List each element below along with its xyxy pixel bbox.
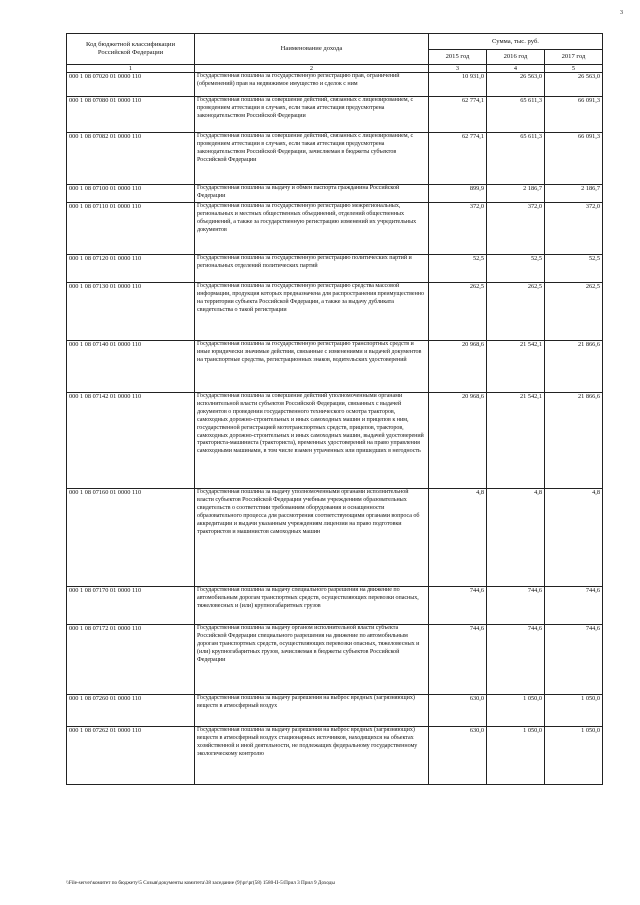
- table-row: [67, 133, 603, 185]
- row-value-2016: 744,6: [487, 587, 545, 625]
- header-sum: Сумма, тыс. руб.: [429, 34, 603, 50]
- row-value-2015: 62 774,1: [429, 97, 487, 133]
- row-value-2015: 4,8: [429, 489, 487, 587]
- row-code: 000 1 08 07140 01 0000 110: [67, 341, 195, 393]
- row-value-2015: 262,5: [429, 283, 487, 341]
- header-year-2017: 2017 год: [545, 50, 603, 65]
- table-row: [67, 727, 603, 785]
- table-row: [67, 97, 603, 133]
- row-value-2016: 2 186,7: [487, 185, 545, 203]
- table-row: [67, 489, 603, 587]
- row-value-2016: 1 050,0: [487, 727, 545, 785]
- row-value-2017: 262,5: [545, 283, 603, 341]
- row-value-2016: 262,5: [487, 283, 545, 341]
- row-name: Государственная пошлина за выдачу разрешения на выброс вредных (загрязняющих) веществ в атмосферный воздух стационарных источников, находящихся на объектах хозяйственной и иной деятельности, не подлежащих федеральному государственному экологическому контролю: [195, 727, 429, 785]
- row-value-2017: 744,6: [545, 625, 603, 695]
- row-code: 000 1 08 07082 01 0000 110: [67, 133, 195, 185]
- col-number-2: 2: [195, 65, 429, 73]
- header-code: Код бюджетной классификации Российской Федерации: [67, 34, 195, 65]
- table-row: [67, 393, 603, 489]
- row-name: Государственная пошлина за государственную регистрацию прав, ограничений (обременений) прав на недвижимое имущество и сделок с ним: [195, 73, 429, 97]
- row-value-2017: 1 050,0: [545, 727, 603, 785]
- row-name: Государственная пошлина за государственную регистрацию средства массовой информации, продукция которых предназначена для распространения преимущественно на территории субъекта Российской Федерации, а также за выдачу дубликата свидетельства о такой регистрации: [195, 283, 429, 341]
- table-row: [67, 587, 603, 625]
- col-number-5: 5: [545, 65, 603, 73]
- row-name: Государственная пошлина за государственную регистрацию политических партий и региональных отделений политических партий: [195, 255, 429, 283]
- row-name: Государственная пошлина за совершение действий, связанных с лицензированием, с проведением аттестации в случаях, если такая аттестация предусмотрена законодательством Российской Федерации, зачисляемая в бюджеты субъектов Российской Федерации: [195, 133, 429, 185]
- row-value-2015: 20 968,6: [429, 393, 487, 489]
- row-value-2015: 744,6: [429, 587, 487, 625]
- row-value-2017: 372,0: [545, 203, 603, 255]
- row-value-2017: 21 866,6: [545, 393, 603, 489]
- table-row: [67, 695, 603, 727]
- row-name: Государственная пошлина за государственную регистрацию межрегиональных, региональных и местных общественных объединений, отделений общественных объединений, а также за государственную регистрацию изменений их учредительных документов: [195, 203, 429, 255]
- row-value-2015: 62 774,1: [429, 133, 487, 185]
- row-value-2016: 372,0: [487, 203, 545, 255]
- row-value-2016: 21 542,1: [487, 341, 545, 393]
- row-value-2015: 372,0: [429, 203, 487, 255]
- footer-file-path: \\File-server\комитет по бюджету\5 Созыв\документы комитета\38 заседание (9)\pr\pr(58) 1580-II-5\Прил 3 Прил 9 Доходы: [66, 880, 335, 886]
- table-row: [67, 341, 603, 393]
- row-name: Государственная пошлина за государственную регистрацию транспортных средств и иные юридически значимые действия, связанные с изменениями и выдачей документов на транспортные средства, регистрационных знаков, водительских удостоверений: [195, 341, 429, 393]
- row-code: 000 1 08 07100 01 0000 110: [67, 185, 195, 203]
- row-value-2015: 630,0: [429, 695, 487, 727]
- row-name: Государственная пошлина за совершение действий уполномоченными органами исполнительной власти субъектов Российской Федерации, связанных с выдачей документов о проведении государственного технического осмотра тракторов, самоходных дорожно-строительных и иных самоходных машин и прицепов к ним, государственной регистрацией мототранспортных средств, прицепов, тракторов, самоходных дорожно-строительных и иных самоходных машин, выдачей удостоверений тракториста-машиниста (тракториста), временных удостоверений на право управления самоходными машинами, в том числе взамен утраченных или пришедших в негодность: [195, 393, 429, 489]
- row-value-2017: 26 563,0: [545, 73, 603, 97]
- table-row: [67, 73, 603, 97]
- table-row: [67, 203, 603, 255]
- row-code: 000 1 08 07120 01 0000 110: [67, 255, 195, 283]
- row-name: Государственная пошлина за выдачу и обмен паспорта гражданина Российской Федерации: [195, 185, 429, 203]
- row-name: Государственная пошлина за выдачу разрешения на выброс вредных (загрязняющих) веществ в атмосферный воздух: [195, 695, 429, 727]
- row-value-2017: 66 091,3: [545, 97, 603, 133]
- header-year-2015: 2015 год: [429, 50, 487, 65]
- row-code: 000 1 08 07160 01 0000 110: [67, 489, 195, 587]
- row-value-2017: 1 050,0: [545, 695, 603, 727]
- row-code: 000 1 08 07170 01 0000 110: [67, 587, 195, 625]
- row-value-2016: 1 050,0: [487, 695, 545, 727]
- col-number-1: 1: [67, 65, 195, 73]
- row-value-2015: 52,5: [429, 255, 487, 283]
- row-value-2016: 52,5: [487, 255, 545, 283]
- col-number-4: 4: [487, 65, 545, 73]
- row-value-2017: 52,5: [545, 255, 603, 283]
- row-value-2017: 4,8: [545, 489, 603, 587]
- row-value-2017: 744,6: [545, 587, 603, 625]
- header-name: Наименование дохода: [195, 34, 429, 65]
- row-value-2015: 899,9: [429, 185, 487, 203]
- revenue-table: [66, 33, 603, 785]
- row-value-2017: 21 866,6: [545, 341, 603, 393]
- row-value-2016: 21 542,1: [487, 393, 545, 489]
- row-value-2015: 20 968,6: [429, 341, 487, 393]
- row-value-2016: 4,8: [487, 489, 545, 587]
- table-row: [67, 625, 603, 695]
- row-name: Государственная пошлина за выдачу органом исполнительной власти субъекта Российской Федерации специального разрешения на движение по автомобильным дорогам транспортных средств, осуществляющих перевозки опасных, тяжеловесных и (или) крупногабаритных грузов, зачисляемая в бюджеты субъектов Российской Федерации: [195, 625, 429, 695]
- row-code: 000 1 08 07080 01 0000 110: [67, 97, 195, 133]
- row-code: 000 1 08 07020 01 0000 110: [67, 73, 195, 97]
- row-code: 000 1 08 07130 01 0000 110: [67, 283, 195, 341]
- row-value-2015: 630,0: [429, 727, 487, 785]
- table-row: [67, 255, 603, 283]
- row-name: Государственная пошлина за выдачу специального разрешения на движение по автомобильным дорогам транспортных средств, осуществляющих перевозки опасных, тяжеловесных и (или) крупногабаритных грузов: [195, 587, 429, 625]
- table-row: [67, 283, 603, 341]
- row-value-2016: 65 611,3: [487, 97, 545, 133]
- row-name: Государственная пошлина за выдачу уполномоченными органами исполнительной власти субъектов Российской Федерации учебным учреждениям образовательных свидетельств о соответствии требованиям оборудования и оснащенности образовательного процесса для рассмотрения соответствующими органами вопроса об аккредитации и выдачи указанным учреждениям лицензии на право подготовки трактористов и машинистов самоходных машин: [195, 489, 429, 587]
- row-value-2016: 26 563,0: [487, 73, 545, 97]
- row-value-2017: 2 186,7: [545, 185, 603, 203]
- row-value-2016: 744,6: [487, 625, 545, 695]
- row-value-2015: 744,6: [429, 625, 487, 695]
- row-value-2017: 66 091,3: [545, 133, 603, 185]
- row-value-2015: 10 931,0: [429, 73, 487, 97]
- table-row: [67, 185, 603, 203]
- col-number-3: 3: [429, 65, 487, 73]
- row-code: 000 1 08 07142 01 0000 110: [67, 393, 195, 489]
- row-code: 000 1 08 07172 01 0000 110: [67, 625, 195, 695]
- row-code: 000 1 08 07110 01 0000 110: [67, 203, 195, 255]
- row-value-2016: 65 611,3: [487, 133, 545, 185]
- row-code: 000 1 08 07260 01 0000 110: [67, 695, 195, 727]
- page-number: 3: [620, 10, 623, 16]
- row-code: 000 1 08 07262 01 0000 110: [67, 727, 195, 785]
- row-name: Государственная пошлина за совершение действий, связанных с лицензированием, с проведением аттестации в случаях, если такая аттестация предусмотрена законодательством Российской Федерации: [195, 97, 429, 133]
- header-year-2016: 2016 год: [487, 50, 545, 65]
